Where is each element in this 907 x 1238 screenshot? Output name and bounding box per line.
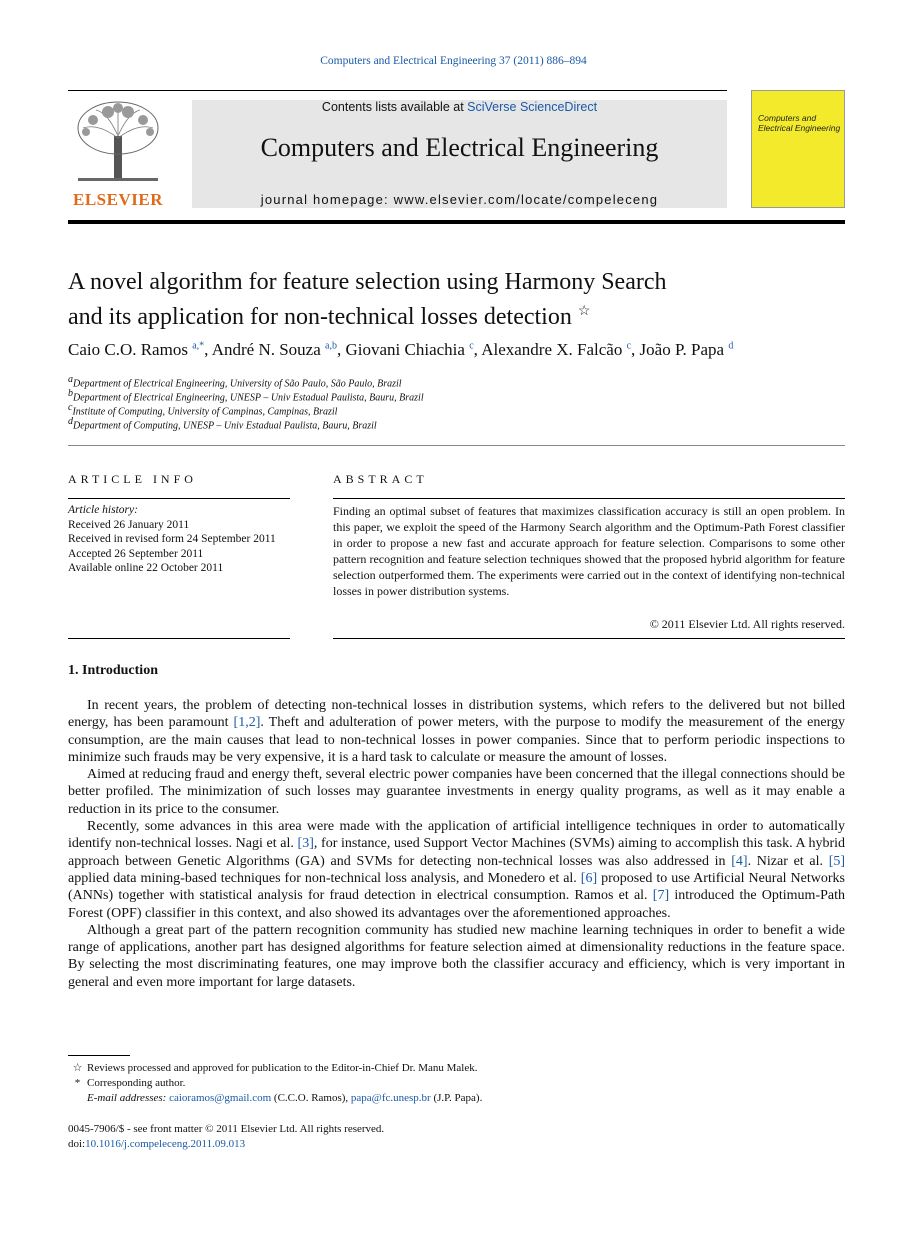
footnote-mark: * [74, 1077, 81, 1089]
journal-homepage [192, 192, 727, 207]
title-footnote-mark[interactable]: ☆ [577, 304, 591, 319]
homepage-link[interactable]: www.elsevier.com/locate/compeleceng [393, 192, 659, 207]
article-history [68, 503, 283, 576]
paragraph: Aimed at reducing fraud and energy theft, several electric power companies have been concerned that the illegal connections should be better profiled. The minimization of such losses may guarantee investments in energy quality programs, as well as it may enable a reduction in its price to the consumer. [68, 767, 845, 817]
sciencedirect-link[interactable]: SciVerse ScienceDirect [467, 100, 598, 114]
footnote-star [68, 1061, 845, 1076]
footnote-text: Reviews processed and approved for publication to the Editor-in-Chief Dr. Manu Malek. [87, 1062, 478, 1074]
doi-label: doi: [68, 1138, 86, 1150]
author-affiliation-mark[interactable]: a,* [192, 340, 205, 352]
citation-link[interactable]: [3] [297, 836, 314, 852]
footnote-corresponding [68, 1076, 845, 1091]
text-run: . Theft and adulteration of power meters, with the purpose to modify the measurement of the energy consumption, are the main causes that lead to non-technical losses in power companies. Since that to perform periodic inspections to minimize such frauds may be very expensive, it is a hard task to calculate or measure the amount of losses. [68, 715, 845, 765]
email-link[interactable]: caioramos@gmail.com [169, 1092, 272, 1104]
affiliation-mark: d [68, 416, 73, 427]
front-matter-info [68, 1122, 384, 1152]
received-date: Received 26 January 2011 [68, 518, 190, 531]
text-run: introduced the Optimum-Path Forest (OPF) classifier in this context, and also showed its advantages over the aforementioned approaches. [68, 888, 845, 921]
accepted-date: Accepted 26 September 2011 [68, 547, 204, 560]
author-affiliation-mark[interactable]: a,b [325, 340, 337, 352]
doi-line [68, 1137, 384, 1152]
footnote-rule [68, 1055, 130, 1056]
author-list: Caio C.O. Ramos $^{a,*}$, André N. Souza $^{a,b}$, Giovani Chiachia $^c$, Alexandre X. Falcão $^c$, João P. Papa $^d$ [68, 340, 734, 359]
citation-link[interactable]: [1,2] [233, 715, 261, 731]
title-line-2: and its application for non-technical losses detection [68, 304, 572, 330]
elsevier-logo [68, 98, 168, 210]
affiliation-mark: c [68, 402, 73, 413]
contents-prefix: Contents lists available at [321, 100, 468, 114]
author-name: Alexandre X. Falcão [481, 340, 623, 359]
footnotes [68, 1061, 845, 1106]
author-affiliation-mark[interactable]: c [626, 340, 632, 352]
affiliation-mark: a [68, 374, 73, 385]
citation-link[interactable]: [6] [580, 870, 598, 886]
section-heading: 1. Introduction [68, 663, 158, 678]
email-owner: (J.P. Papa). [430, 1092, 483, 1104]
contents-line [192, 100, 727, 114]
email-link[interactable]: papa@fc.unesp.br [350, 1092, 431, 1104]
affiliation-text: Institute of Computing, University of Campinas, Campinas, Brazil [72, 406, 338, 418]
title-line-1: A novel algorithm for feature selection using Harmony Search [68, 269, 667, 295]
abstract-heading: ABSTRACT [333, 472, 428, 486]
affiliation-mark: b [68, 388, 73, 399]
text-run: Recently, some advances in this area were made with the application of artificial intelligence techniques in order to automatically identify non-technical losses. Nagi et al. [68, 819, 845, 852]
affiliation-text: Department of Electrical Engineering, UNESP – Univ Estadual Paulista, Bauru, Brazil [73, 392, 424, 404]
article-info-rule-top [68, 498, 290, 499]
publisher-logo-text: ELSEVIER [73, 190, 163, 209]
text-run: In recent years, the problem of detecting non-technical losses in distribution systems, which refers to the delivered but not billed energy, has been paramount [68, 698, 845, 731]
journal-title: Computers and Electrical Engineering [260, 133, 659, 162]
article-info-rule-bottom [68, 638, 290, 639]
journal-reference[interactable]: Computers and Electrical Engineering 37 (2011) 886–894 [320, 55, 587, 67]
journal-cover-thumbnail [751, 90, 845, 208]
paragraph [68, 697, 845, 766]
online-date: Available online 22 October 2011 [68, 562, 224, 574]
abstract-rule-top [333, 498, 845, 499]
revised-date: Received in revised form 24 September 2011 [68, 533, 276, 545]
citation-link[interactable]: [5] [828, 853, 846, 869]
affiliation-text: Department of Computing, UNESP – Univ Estadual Paulista, Bauru, Brazil [73, 420, 377, 432]
doi-link[interactable]: 10.1016/j.compeleceng.2011.09.013 [85, 1138, 246, 1150]
article-title [68, 268, 828, 332]
email-label: E-mail addresses: [87, 1092, 167, 1104]
author-name: André N. Souza [211, 340, 321, 359]
abstract-copyright: © 2011 Elsevier Ltd. All rights reserved. [649, 617, 845, 631]
header-thick-rule [68, 220, 845, 224]
author-affiliation-mark[interactable]: c [469, 340, 474, 352]
article-info-heading: ARTICLE INFO [68, 472, 197, 486]
section-divider [68, 445, 845, 446]
author-name: Giovani Chiachia [345, 340, 465, 359]
homepage-prefix: journal homepage: [260, 192, 394, 207]
text-run: proposed to use Artificial Neural Networks (ANNs) together with statistical analysis for fraud detection in electrical consumption. Ramos et al. [68, 870, 845, 904]
issn-line: 0045-7906/$ - see front matter © 2011 Elsevier Ltd. All rights reserved. [68, 1123, 385, 1135]
author-name: João P. Papa [639, 340, 725, 359]
introduction-body [68, 697, 845, 991]
tree-icon [68, 98, 168, 188]
abstract-text: Finding an optimal subset of features that maximizes classification accuracy is still an open problem. In this paper, we exploit the speed of the Harmony Search algorithm and the Optimum-Path Forest classifier in order to propose a new fast and accurate approach for feature selection. Comparisons to some other pattern recognition and feature selection techniques showed that the proposed hybrid algorithm for feature selection outperformed them. The experiments were carried out in the context of identifying non-technical losses in power distribution systems. [333, 504, 845, 598]
history-label: Article history: [68, 504, 138, 516]
paragraph: Although a great part of the pattern recognition community has studied new machine learning techniques in order to benefit a wide range of applications, another part has designed algorithms for feature selection aimed at dimensionality reductions in the feature space. By selecting the most discriminating features, one may improve both the classifier accuracy and efficiency, which is very important in general and even more important for large datasets. [68, 922, 845, 990]
author-affiliation-mark[interactable]: d [728, 340, 734, 352]
text-run: applied data mining-based techniques for non-technical loss analysis, and Monedero et al. [68, 870, 581, 886]
affiliation-text: Department of Electrical Engineering, University of São Paulo, São Paulo, Brazil [73, 378, 402, 390]
text-run: , for instance, used Support Vector Machines (SVMs) aiming to accomplish this task. A hybrid approach between Genetic Algorithms (GA) and SVMs for detecting non-technical losses was also addressed in [68, 836, 846, 869]
paragraph [68, 818, 845, 922]
affiliation [68, 416, 377, 431]
citation-link[interactable]: [7] [652, 888, 670, 904]
footnote-emails [68, 1091, 845, 1106]
header-rule [68, 90, 727, 91]
text-run: . Nizar et al. [747, 853, 829, 869]
cover-title: Computers and Electrical Engineering [758, 113, 841, 133]
footnote-mark: ☆ [72, 1062, 83, 1074]
citation-link[interactable]: [4] [731, 853, 748, 869]
abstract-rule-bottom [333, 638, 845, 639]
author-name: Caio C.O. Ramos [68, 340, 188, 359]
email-owner: (C.C.O. Ramos), [271, 1092, 351, 1104]
footnote-text: Corresponding author. [87, 1077, 186, 1089]
